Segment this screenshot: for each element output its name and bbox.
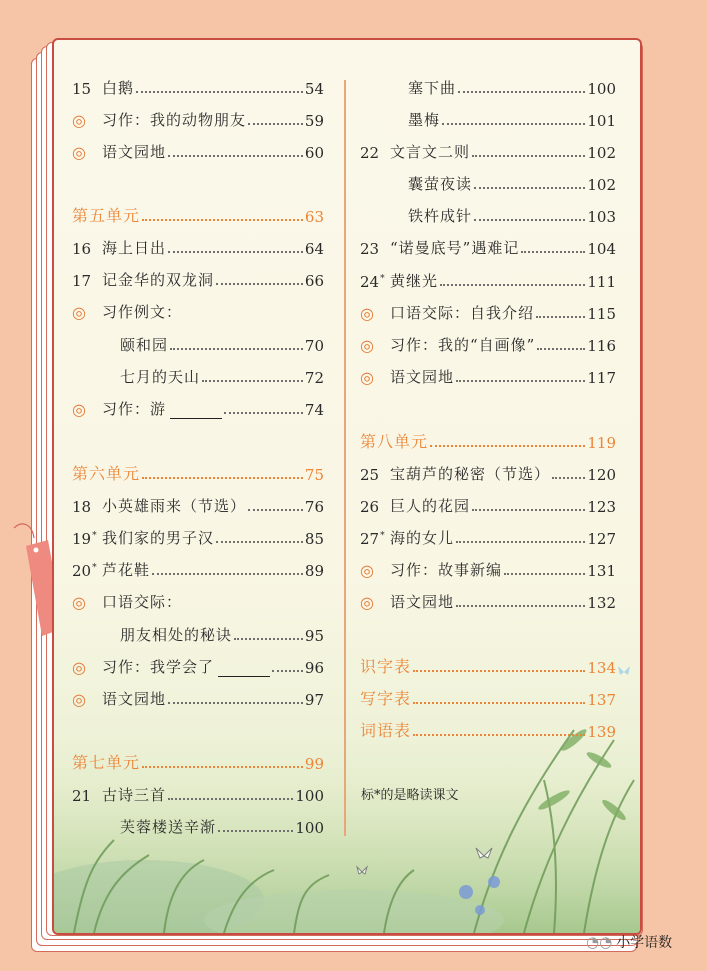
dot-leader [456, 379, 585, 382]
entry-title: 词语表 [360, 721, 412, 740]
lesson-number: 22 [360, 144, 380, 162]
page-number: 99 [304, 755, 324, 773]
entry-title: 习作：故事新编 [390, 561, 503, 579]
page-number: 134 [587, 659, 616, 677]
toc-entry[interactable] [360, 556, 616, 580]
dot-leader [202, 379, 303, 382]
entry-title: 写字表 [360, 689, 412, 708]
entry-title: 第五单元 [72, 206, 141, 225]
lesson-number: 15 [72, 80, 92, 98]
page-number: 60 [304, 144, 324, 162]
entry-title: 小英雄雨来（节选） [102, 497, 247, 515]
entry-title: 墨梅 [408, 111, 441, 129]
toc-entry[interactable] [360, 234, 616, 258]
dot-leader [234, 637, 303, 640]
skim-reading-mark: * [380, 531, 385, 541]
dot-leader [413, 669, 585, 672]
toc-entry[interactable] [72, 524, 324, 548]
dot-leader [142, 765, 303, 768]
dot-leader [552, 476, 585, 479]
toc-entry[interactable] [360, 460, 616, 484]
lesson-number: 18 [72, 498, 92, 516]
entry-title: 习作例文： [102, 303, 183, 321]
toc-entry[interactable] [72, 298, 324, 322]
toc-entry[interactable] [72, 492, 324, 516]
dot-leader [218, 829, 293, 832]
watermark-label: 小学语数 [616, 935, 673, 951]
toc-entry[interactable] [408, 106, 616, 130]
circle-bullet-icon: ◎ [72, 400, 86, 419]
circle-bullet-icon: ◎ [72, 143, 86, 162]
lesson-number: 23 [360, 240, 380, 258]
circle-bullet-icon: ◎ [72, 690, 86, 709]
entry-title: 颐和园 [120, 336, 169, 354]
dot-leader [537, 347, 585, 350]
dot-leader [474, 218, 585, 221]
dot-leader [456, 540, 585, 543]
toc-entry[interactable] [360, 299, 616, 323]
entry-title: 语文园地 [390, 593, 455, 611]
circle-bullet-icon: ◎ [72, 593, 86, 612]
lesson-number: 26 [360, 498, 380, 516]
page-number: 64 [304, 240, 324, 258]
page-number: 116 [587, 337, 616, 355]
page-number: 100 [295, 787, 324, 805]
entry-title: 口语交际： [102, 593, 183, 611]
toc-entry[interactable] [360, 492, 616, 516]
entry-title: 我们家的男子汉 [102, 529, 215, 547]
toc-entry[interactable] [360, 331, 616, 355]
entry-title: 语文园地 [390, 368, 455, 386]
dot-leader [413, 733, 585, 736]
entry-title: 第七单元 [72, 753, 141, 772]
unit-heading[interactable] [360, 685, 616, 709]
dot-leader [521, 250, 585, 253]
toc-entry[interactable] [120, 813, 324, 837]
toc-entry[interactable] [72, 653, 324, 677]
lesson-number: 19* [72, 530, 97, 548]
lesson-number: 20* [72, 562, 97, 580]
page-number: 111 [587, 273, 616, 291]
dot-leader [536, 315, 585, 318]
entry-title: 第八单元 [360, 432, 429, 451]
page-number: 63 [304, 208, 324, 226]
page-number: 123 [587, 498, 616, 516]
entry-title: 白鹅 [102, 79, 135, 97]
dot-leader [474, 186, 585, 189]
page-number: 70 [304, 337, 324, 355]
dot-leader [142, 476, 303, 479]
circle-bullet-icon: ◎ [360, 368, 374, 387]
page-number: 101 [587, 112, 616, 130]
page-number: 104 [587, 240, 616, 258]
dot-leader [142, 218, 303, 221]
page-number: 54 [304, 80, 324, 98]
page-number: 137 [587, 691, 616, 709]
page-number: 95 [304, 627, 324, 645]
lesson-number: 25 [360, 466, 380, 484]
circle-bullet-icon: ◎ [360, 593, 374, 612]
page-number: 76 [304, 498, 324, 516]
dot-leader [168, 797, 293, 800]
toc-entry[interactable] [72, 266, 324, 290]
page-number: 127 [587, 530, 616, 548]
dot-leader [170, 347, 303, 350]
page-number: 115 [587, 305, 616, 323]
entry-title: 囊萤夜读 [408, 175, 473, 193]
entry-title: 第六单元 [72, 464, 141, 483]
entry-title: 巨人的花园 [390, 497, 471, 515]
lesson-number: 24* [360, 273, 385, 291]
watermark [586, 932, 672, 952]
page-number: 97 [304, 691, 324, 709]
toc-entry[interactable] [408, 202, 616, 226]
entry-title: 宝葫芦的秘密（节选） [390, 465, 551, 483]
toc-entry[interactable] [120, 363, 324, 387]
page-number: 132 [587, 594, 616, 612]
toc-entry[interactable] [72, 556, 324, 580]
entry-title: 习作：游 [102, 400, 167, 418]
circle-bullet-icon: ◎ [360, 561, 374, 580]
wechat-icon: ◔◔ [586, 933, 613, 951]
page-number: 74 [304, 401, 324, 419]
entry-title: 记金华的双龙洞 [102, 271, 215, 289]
dot-leader [168, 701, 303, 704]
entry-title: 习作：我的动物朋友 [102, 111, 247, 129]
page-number: 59 [304, 112, 324, 130]
toc-entry[interactable] [360, 267, 616, 291]
entry-title: 识字表 [360, 657, 412, 676]
circle-bullet-icon: ◎ [360, 304, 374, 323]
unit-heading[interactable] [72, 749, 324, 773]
circle-bullet-icon: ◎ [72, 658, 86, 677]
entry-title: 铁杵成针 [408, 207, 473, 225]
toc-entry[interactable] [408, 170, 616, 194]
toc-entry[interactable] [360, 588, 616, 612]
dot-leader [216, 282, 303, 285]
fill-in-blank [170, 402, 222, 419]
entry-title: 海的女儿 [390, 529, 455, 547]
dot-leader [430, 444, 585, 447]
circle-bullet-icon: ◎ [72, 111, 86, 130]
entry-title: 习作：我学会了 [102, 658, 215, 676]
dot-leader [272, 669, 303, 672]
footnote: 标*的是略读课文 [361, 788, 459, 803]
entry-title: “诺曼底号”遇难记 [390, 239, 520, 257]
toc-entry[interactable] [120, 621, 324, 645]
dot-leader [440, 283, 585, 286]
toc-entry[interactable] [120, 331, 324, 355]
toc-entry[interactable] [360, 138, 616, 162]
entry-title: 习作：我的“自画像” [390, 336, 536, 354]
dot-leader [216, 540, 303, 543]
unit-heading[interactable] [360, 717, 616, 741]
page-number: 66 [304, 272, 324, 290]
unit-heading[interactable] [360, 428, 616, 452]
lesson-number: 21 [72, 787, 92, 805]
entry-title: 古诗三首 [102, 786, 167, 804]
toc-entry[interactable] [360, 363, 616, 387]
page-number: 120 [587, 466, 616, 484]
page-number: 85 [304, 530, 324, 548]
dot-leader [472, 154, 585, 157]
entry-title: 塞下曲 [408, 79, 457, 97]
dot-leader [136, 90, 303, 93]
column-divider [344, 80, 346, 836]
dot-leader [224, 411, 303, 414]
toc-entry[interactable] [408, 74, 616, 98]
toc-entry[interactable] [72, 106, 324, 130]
entry-title: 七月的天山 [120, 368, 201, 386]
toc-entry[interactable] [72, 234, 324, 258]
toc-entry[interactable] [72, 685, 324, 709]
entry-title: 语文园地 [102, 690, 167, 708]
entry-title: 芙蓉楼送辛渐 [120, 818, 217, 836]
dot-leader [456, 604, 585, 607]
toc-entry[interactable] [360, 524, 616, 548]
entry-title: 语文园地 [102, 143, 167, 161]
dot-leader [472, 508, 585, 511]
toc-entry[interactable] [72, 395, 324, 419]
toc-entry[interactable] [72, 781, 324, 805]
page-number: 100 [295, 819, 324, 837]
skim-reading-mark: * [92, 563, 97, 573]
dot-leader [458, 90, 585, 93]
page-number: 89 [304, 562, 324, 580]
skim-reading-mark: * [92, 531, 97, 541]
unit-heading[interactable] [72, 202, 324, 226]
entry-title: 海上日出 [102, 239, 167, 257]
unit-heading[interactable] [72, 460, 324, 484]
lesson-number: 17 [72, 272, 92, 290]
dot-leader [168, 154, 303, 157]
page-number: 139 [587, 723, 616, 741]
dot-leader [152, 572, 303, 575]
circle-bullet-icon: ◎ [360, 336, 374, 355]
toc-entry[interactable] [72, 588, 324, 612]
dot-leader [442, 122, 585, 125]
toc-entry[interactable] [72, 138, 324, 162]
page-number: 119 [587, 434, 616, 452]
entry-title: 文言文二则 [390, 143, 471, 161]
page-number: 131 [587, 562, 616, 580]
entry-title: 口语交际：自我介绍 [390, 304, 535, 322]
entry-title: 朋友相处的秘诀 [120, 626, 233, 644]
dot-leader [248, 122, 303, 125]
entry-title: 芦花鞋 [102, 561, 151, 579]
dot-leader [248, 508, 303, 511]
page-number: 103 [587, 208, 616, 226]
dot-leader [413, 701, 585, 704]
page-number: 96 [304, 659, 324, 677]
entry-title: 黄继光 [390, 272, 439, 290]
toc-entry[interactable] [72, 74, 324, 98]
page-number: 102 [587, 144, 616, 162]
page-number: 100 [587, 80, 616, 98]
lesson-number: 16 [72, 240, 92, 258]
toc-page [52, 38, 642, 935]
skim-reading-mark: * [380, 274, 385, 284]
fill-in-blank [218, 660, 270, 677]
circle-bullet-icon: ◎ [72, 303, 86, 322]
dot-leader [504, 572, 585, 575]
page-number: 102 [587, 176, 616, 194]
page-number: 117 [587, 369, 616, 387]
dot-leader [168, 250, 303, 253]
page-number: 72 [304, 369, 324, 387]
page-number: 75 [304, 466, 324, 484]
lesson-number: 27* [360, 530, 385, 548]
unit-heading[interactable] [360, 653, 616, 677]
